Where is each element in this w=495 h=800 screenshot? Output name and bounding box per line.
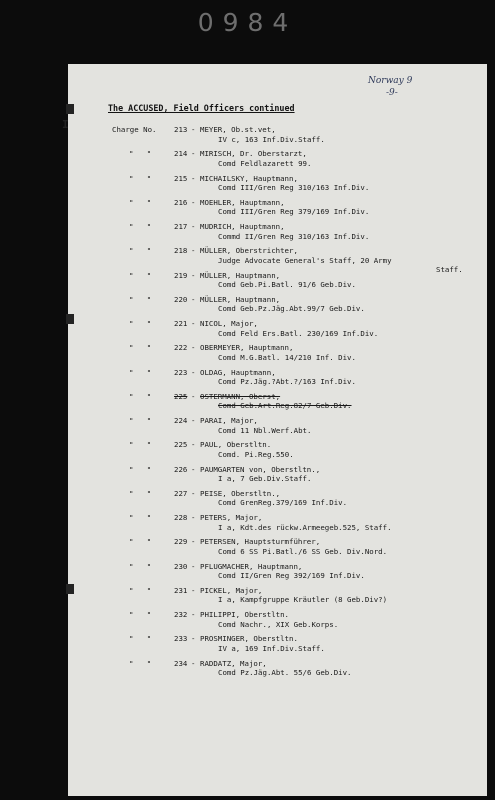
accused-name: OBERMEYER, Hauptmann, [200,343,294,353]
entry-dash: - [191,343,196,353]
charge-entry [68,489,487,513]
charge-number: 231 [174,585,188,595]
ditto-mark: " " [129,197,152,207]
accused-name: PEISE, Oberstltn., [200,488,281,498]
charge-entry [68,465,487,489]
accused-name: MEYER, Ob.st.vet, [200,125,276,134]
charge-label: Charge No. [112,125,157,134]
charge-number: 220 [174,294,188,304]
accused-unit: IV a, 169 Inf.Div.Staff. [218,643,325,653]
entry-dash: - [191,367,196,377]
charge-number: 221 [174,319,188,328]
entry-dash: - [191,222,196,231]
charge-number: 224 [174,416,188,425]
accused-name: PICKEL, Major, [200,585,263,595]
charge-number: 230 [174,561,188,571]
accused-name: PHILIPPI, Oberstltn. [200,610,289,619]
charge-list [68,125,487,683]
charge-entry [68,198,487,222]
ditto-mark: " " [129,391,152,401]
ditto-mark: " " [129,488,152,498]
charge-number: 213 [174,125,188,134]
ditto-mark: " " [129,464,152,474]
accused-unit: I a, Kampfgruppe Kräutler (8 Geb.Div?) [218,595,388,605]
accused-name: PROSMINGER, Oberstltn. [200,634,298,644]
ditto-mark: " " [129,222,152,231]
accused-unit: Comd. Pi.Reg.550. [218,449,294,459]
charge-number: 228 [174,513,188,522]
charge-number: 234 [174,658,188,668]
charge-entry [68,319,487,343]
entry-dash: - [191,658,196,668]
entry-dash: - [191,246,196,256]
accused-name: MICHAILSKY, Hauptmann, [200,173,298,183]
accused-unit: Comd Geb.Art.Reg.82/7 Geb.Div. [218,401,352,411]
ditto-mark: " " [129,610,152,619]
charge-number: 219 [174,270,188,280]
entry-dash: - [191,488,196,498]
ditto-mark: " " [129,537,152,547]
charge-entry [68,634,487,658]
accused-name: PETERS, Major, [200,513,263,522]
entry-dash: - [191,585,196,595]
accused-unit: I a, Kdt.des rückw.Armeegeb.525, Staff. [218,522,392,532]
page-heading: The ACCUSED, Field Officers continued [108,103,295,113]
ditto-mark: " " [129,513,152,522]
entry-dash: - [191,197,196,207]
entry-dash: - [191,513,196,522]
ditto-mark: " " [129,561,152,571]
accused-name: MÜLLER, Hauptmann, [200,270,281,280]
accused-name: PAUL, Oberstltn. [200,440,272,450]
charge-number: 227 [174,488,188,498]
charge-entry [68,222,487,246]
charge-entry [68,610,487,634]
charge-entry [68,513,487,537]
charge-number: 225 [174,440,188,450]
charge-number: 226 [174,464,188,474]
charge-entry [68,149,487,173]
accused-name: PFLUGMACHER, Hauptmann, [200,561,303,571]
accused-unit: Judge Advocate General's Staff, 20 Army [218,255,392,265]
entry-dash: - [191,125,196,134]
charge-entry [68,659,487,683]
accused-name: OLDAG, Hauptmann, [200,367,276,377]
ditto-mark: " " [129,440,152,450]
accused-unit-continued: Staff. [436,265,463,275]
accused-unit: Commd II/Gren Reg 310/163 Inf.Div. [218,231,370,241]
accused-unit: IV c, 163 Inf.Div.Staff. [218,134,325,144]
entry-dash: - [191,464,196,474]
entry-dash: - [191,634,196,644]
charge-number: 216 [174,197,188,207]
charge-entry [68,295,487,319]
charge-entry [68,368,487,392]
accused-name: MIRISCH, Dr. Oberstarzt, [200,149,307,159]
accused-unit: Comd III/Gren Reg 379/169 Inf.Div. [218,207,370,217]
entry-dash: - [191,537,196,547]
ditto-mark: " " [129,343,152,353]
charge-number: 223 [174,367,188,377]
accused-name: MOEHLER, Hauptmann, [200,197,285,207]
charge-entry [68,562,487,586]
ditto-mark: " " [129,367,152,377]
ditto-mark: " " [129,246,152,256]
charge-number: 217 [174,222,188,231]
charge-entry [68,586,487,610]
punch-hole-icon [66,104,74,114]
ditto-mark: " " [129,416,152,425]
document-page [62,64,487,796]
handwritten-note: Norway 9 [368,76,413,86]
charge-number: 215 [174,173,188,183]
margin-mark-icon: I [62,118,69,131]
charge-entry [68,174,487,198]
accused-unit: Comd Nachr., XIX Geb.Korps. [218,619,339,629]
accused-unit: Comd Pz.Jäg.?Abt.?/163 Inf.Div. [218,377,356,386]
accused-unit: Comd 6 SS Pi.Batl./6 SS Geb. Div.Nord. [218,546,388,556]
charge-entry [68,416,487,440]
accused-unit: Comd Feld Ers.Batl. 230/169 Inf.Div. [218,328,379,338]
charge-entry [68,537,487,561]
accused-name: OSTERMANN, Oberst, [200,391,281,401]
accused-unit: Comd Feldlazarett 99. [218,158,312,168]
ditto-mark: " " [129,658,152,668]
charge-entry [68,440,487,464]
ditto-mark: " " [129,294,152,304]
entry-dash: - [191,294,196,304]
handwritten-page-number: -9- [386,88,398,98]
accused-unit: Comd M.G.Batl. 14/210 Inf. Div. [218,352,356,362]
ditto-mark: " " [129,634,152,644]
accused-name: RADDATZ, Major, [200,658,267,668]
ditto-mark: " " [129,173,152,183]
charge-entry [68,125,487,149]
accused-unit: I a, 7 Geb.Div.Staff. [218,474,312,483]
charge-entry [68,271,487,295]
accused-unit: Comd III/Gren Reg 310/163 Inf.Div. [218,183,370,192]
entry-dash: - [191,610,196,619]
accused-name: MUDRICH, Hauptmann, [200,222,285,231]
entry-dash: - [191,173,196,183]
accused-unit: Comd GrenReg.379/169 Inf.Div. [218,498,348,508]
ditto-mark: " " [129,319,152,328]
ditto-mark: " " [129,585,152,595]
charge-number: 222 [174,343,188,353]
microfilm-frame-number: 0984 [197,8,298,37]
charge-number: 233 [174,634,188,644]
accused-unit: Comd Geb.Pz.Jäg.Abt.99/7 Geb.Div. [218,304,365,314]
charge-entry [68,392,487,416]
entry-dash: - [191,440,196,450]
accused-name: PAUMGARTEN von, Oberstltn., [200,464,321,474]
entry-dash: - [191,319,196,328]
accused-name: PETERSEN, Hauptsturmführer, [200,537,321,547]
accused-name: PARAI, Major, [200,416,258,425]
entry-dash: - [191,391,196,401]
entry-dash: - [191,416,196,425]
accused-name: MÜLLER, Hauptmann, [200,294,281,304]
charge-entry [68,343,487,367]
accused-name: MÜLLER, Oberstrichter, [200,246,298,256]
charge-number: 214 [174,149,188,159]
charge-number: 232 [174,610,188,619]
charge-number: 218 [174,246,188,256]
ditto-mark: " " [129,270,152,280]
accused-name: NICOL, Major, [200,319,258,328]
charge-number: 225 [174,391,188,401]
ditto-mark: " " [129,149,152,159]
entry-dash: - [191,149,196,159]
entry-dash: - [191,270,196,280]
accused-unit: Comd Pz.Jäg.Abt. 55/6 Geb.Div. [218,668,352,677]
accused-unit: Comd Geb.Pi.Batl. 91/6 Geb.Div. [218,280,356,289]
accused-unit: Comd 11 Nbl.Werf.Abt. [218,425,312,435]
accused-unit: Comd II/Gren Reg 392/169 Inf.Div. [218,571,365,580]
charge-number: 229 [174,537,188,547]
entry-dash: - [191,561,196,571]
